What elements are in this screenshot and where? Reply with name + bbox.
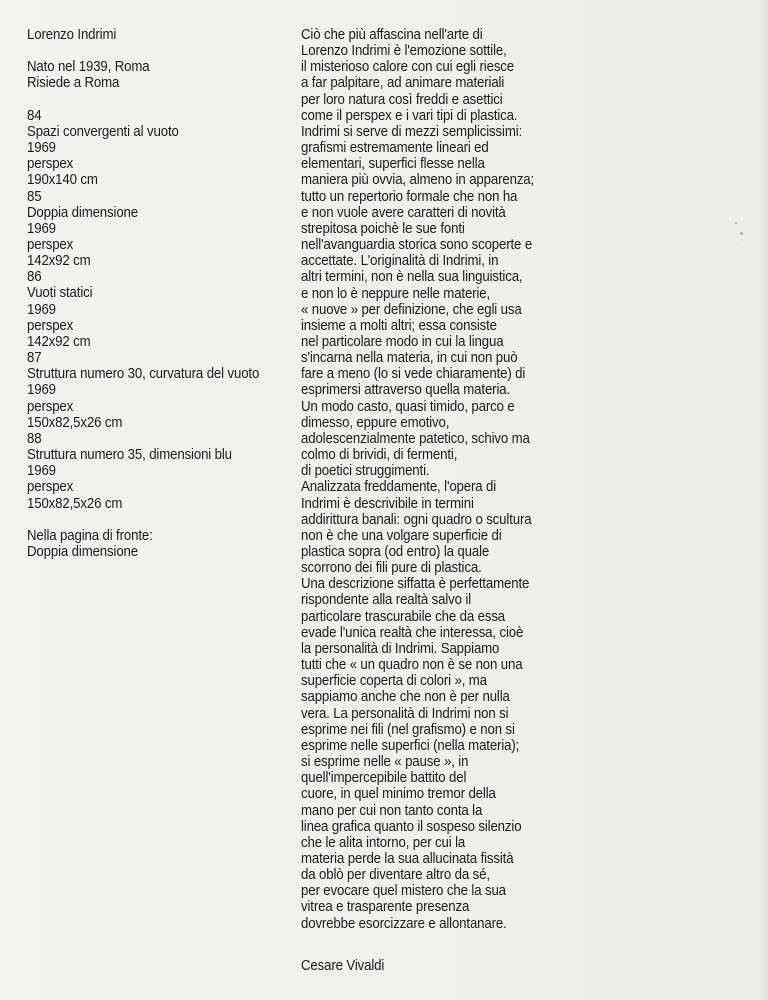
paper-speck	[740, 232, 743, 235]
info-line: 190x140 cm	[27, 172, 98, 189]
info-line: perspex	[27, 237, 74, 253]
essay-line: mano per cui non tanto conta la	[301, 802, 483, 819]
info-line: 88	[27, 430, 42, 447]
info-line: 86	[27, 269, 42, 286]
essay-line: nell'avanguardia storica sono scoperte e	[301, 237, 533, 254]
essay-line: cuore, in quel minimo tremor della	[301, 786, 496, 803]
essay-line: si esprime nelle « pause », in	[301, 754, 469, 771]
info-line: Struttura numero 30, curvatura del vuoto	[27, 366, 260, 383]
info-line: Lorenzo Indrimi	[27, 27, 117, 43]
essay-line: elementari, superfici flesse nella	[301, 156, 485, 173]
info-line: 142x92 cm	[27, 253, 91, 270]
info-line	[27, 512, 331, 528]
essay-line: e non lo è neppure nelle materie,	[301, 285, 491, 302]
essay-line: dovrebbe esorcizzare e allontanare.	[301, 915, 507, 932]
info-line: 142x92 cm	[27, 333, 91, 350]
author-signature: Cesare Vivaldi	[301, 958, 385, 974]
essay-line: maniera più ovvia, almeno in apparenza;	[301, 172, 535, 189]
info-line: Doppia dimensione	[27, 204, 139, 221]
essay-line: la personalità di Indrimi. Sappiamo	[301, 640, 500, 657]
info-line	[27, 43, 331, 59]
essay-line: nel particolare modo in cui la lingua	[301, 333, 504, 350]
essay-line: tutto un repertorio formale che non ha	[301, 188, 518, 205]
essay-line: adolescenzialmente patetico, schivo ma	[301, 430, 530, 447]
essay-line: sappiamo anche che non è per nulla	[301, 689, 510, 706]
essay-line: Indrimi si serve di mezzi semplicissimi:	[301, 123, 523, 140]
essay-line: grafismi estremamente lineari ed	[301, 140, 489, 157]
info-line: 150x82,5x26 cm	[27, 495, 123, 512]
essay-line: come il perspex e i vari tipi di plastica.	[301, 107, 518, 124]
essay-line: il misterioso calore con cui egli riesce	[301, 59, 515, 76]
essay-line: esprime nelle superfici (nella materia);	[301, 737, 520, 754]
essay-line: dimesso, eppure emotivo,	[301, 414, 450, 431]
essay-line: Analizzata freddamente, l'opera di	[301, 479, 497, 496]
info-line: Nato nel 1939, Roma	[27, 59, 150, 76]
essay-line: evade l'unica realtà che interessa, cioè	[301, 624, 524, 641]
essay-line: vitrea e trasparente presenza	[301, 899, 470, 916]
info-line: 1969	[27, 301, 56, 318]
paper-speck	[735, 222, 737, 224]
essay-line: esprimersi attraverso quella materia.	[301, 382, 511, 399]
essay-line: tutti che « un quadro non è se non una	[301, 657, 523, 674]
essay-line: per evocare quel mistero che la sua	[301, 883, 506, 900]
info-line: Struttura numero 35, dimensioni blu	[27, 447, 232, 464]
info-line: perspex	[27, 398, 74, 415]
info-line	[27, 92, 331, 108]
essay-line: rispondente alla realtà salvo il	[301, 592, 472, 609]
essay-line: Un modo casto, quasi timido, parco e	[301, 398, 515, 415]
essay-line: s'incarna nella materia, in cui non può	[301, 350, 518, 367]
essay-line: colmo di brividi, di fermenti,	[301, 447, 458, 464]
essay-line: particolare trascurabile che da essa	[301, 608, 506, 625]
essay-line: Ciò che più affascina nell'arte di	[301, 27, 483, 43]
essay-line: materia perde la sua allucinata fissità	[301, 850, 514, 867]
info-line: 150x82,5x26 cm	[27, 414, 123, 431]
info-line: perspex	[27, 479, 74, 496]
info-line: Spazi convergenti al vuoto	[27, 123, 179, 140]
info-line: 87	[27, 350, 42, 367]
info-line: 1969	[27, 220, 56, 237]
essay-line: superficie coperta di colori », ma	[301, 673, 487, 690]
essay-line: vera. La personalità di Indrimi non si	[301, 705, 509, 722]
essay-line: « nuove » per definizione, che egli usa	[301, 301, 522, 318]
essay-line: Indrimi è descrivibile in termini	[301, 495, 474, 512]
info-line: Vuoti statici	[27, 285, 93, 302]
essay-line: linea grafica quanto il sospeso silenzio	[301, 818, 522, 835]
essay-line: quell'impercepibile battito del	[301, 770, 467, 787]
essay-line: fare a meno (lo si vede chiaramente) di	[301, 366, 526, 383]
info-line: 1969	[27, 382, 56, 399]
info-line: Doppia dimensione	[27, 543, 139, 560]
info-line: 84	[27, 107, 42, 124]
essay-line: da oblò per diventare altro da sé,	[301, 867, 490, 884]
essay-line: altri termini, non è nella sua linguistica,	[301, 269, 523, 286]
info-line: 1969	[27, 463, 56, 480]
essay-column	[301, 27, 577, 932]
info-line: 85	[27, 188, 42, 205]
essay-line: Una descrizione siffatta è perfettamente	[301, 576, 530, 593]
page-edge-shadow	[758, 0, 768, 1000]
essay-line: scorrono dei fili pure di plastica.	[301, 560, 482, 577]
info-line: perspex	[27, 317, 74, 334]
essay-line: esprime nei fili (nel grafismo) e non si	[301, 721, 515, 738]
essay-line: per loro natura così freddi e asettici	[301, 91, 503, 108]
essay-line: accettate. L'originalità di Indrimi, in	[301, 253, 499, 270]
essay-line: non è che una volgare superficie di	[301, 527, 502, 544]
paper-speck	[737, 244, 738, 245]
info-line: 1969	[27, 140, 56, 157]
essay-line: strepitosa poichè le sue fonti	[301, 220, 465, 237]
essay-line: insieme a molti altri; essa consiste	[301, 317, 497, 334]
essay-line: plastica sopra (od entro) la quale	[301, 544, 490, 560]
info-line: Nella pagina di fronte:	[27, 527, 153, 544]
essay-line: di poetici struggimenti.	[301, 463, 430, 480]
essay-line: Lorenzo Indrimi è l'emozione sottile,	[301, 43, 507, 60]
essay-line: che le alita intorno, per cui la	[301, 834, 466, 851]
info-line: perspex	[27, 156, 74, 173]
essay-line: addirittura banali: ogni quadro o scultura	[301, 511, 532, 528]
artist-info-column	[27, 27, 331, 560]
essay-line: e non vuole avere caratteri di novità	[301, 204, 506, 221]
info-line: Risiede a Roma	[27, 75, 120, 92]
essay-line: a far palpitare, ad animare materiali	[301, 75, 505, 92]
